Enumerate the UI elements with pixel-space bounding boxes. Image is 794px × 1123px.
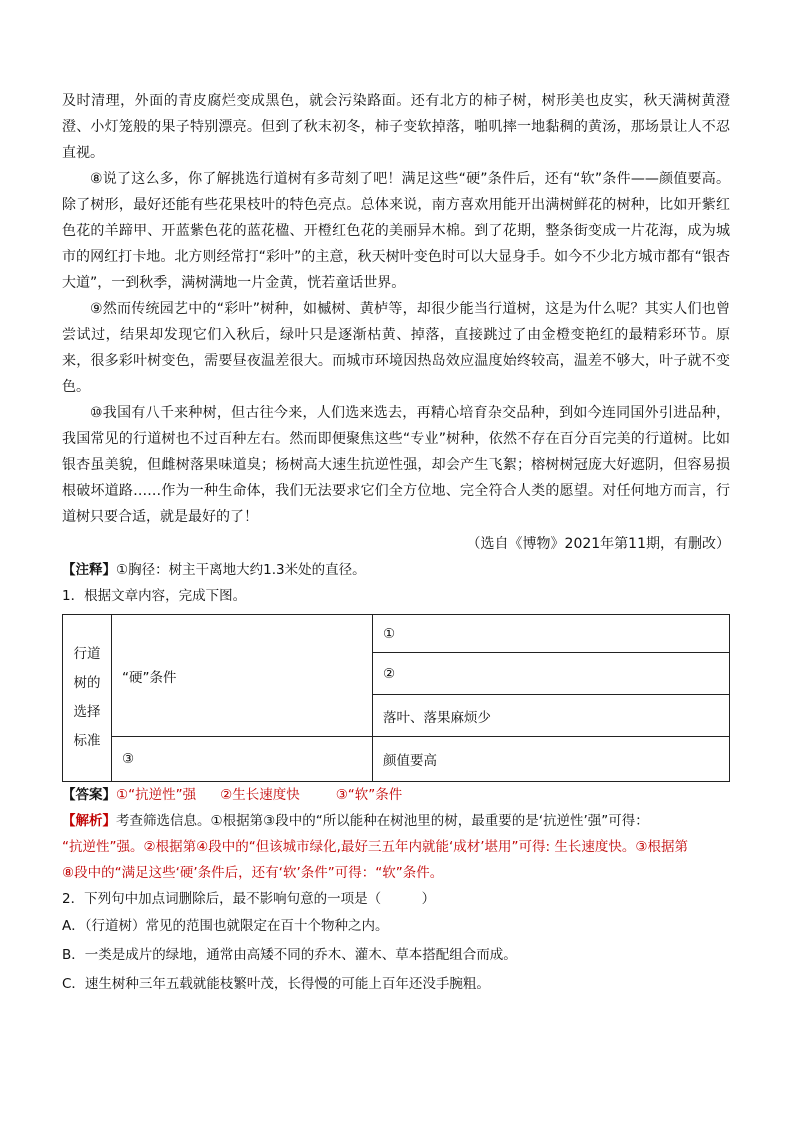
analysis-line-3: ⑧段中的“满足这些‘硬’条件后，还有‘软’条件”可得：“软”条件。 <box>62 865 444 881</box>
question-2-option-b: B．一类是成片的绿地，通常由高矮不同的乔木、灌木、草本搭配组合而成。 <box>62 947 517 963</box>
answer-1: ①“抗逆性”强 <box>116 787 197 803</box>
side-label-line: 选择 <box>73 704 101 720</box>
question-1-stem: 1．根据文章内容，完成下图。 <box>62 588 247 604</box>
side-label-line: 树的 <box>73 675 101 691</box>
article-source: （选自《博物》2021年第11期，有删改） <box>466 536 730 552</box>
note <box>62 557 730 583</box>
article-paragraph-8: ⑧说了这么多，你了解挑选行道树有多苛刻了吧！满足这些“硬”条件后，还有“软”条件——颜值要高。除了树形，最好还能有些花果枝叶的特色亮点。总体来说，南方喜欢用能开出满树鲜花的树种，比如开紫红色花的羊蹄甲、开蓝紫色花的蓝花楹、开橙红色花的美丽异木棉。到了花期，整条街变成一片花海，成为城市的网红打卡地。北方则经常打“彩叶”的主意，秋天树叶变色时可以大显身手。如今不少北方城市都有“银杏大道”，一到秋季，满树满地一片金黄，恍若童话世界。 <box>62 171 730 291</box>
table-side-label <box>63 615 112 782</box>
selection-criteria-table <box>62 614 730 782</box>
question-2-stem: 2．下列句中加点词删除后，最不影响句意的一项是（ ） <box>62 891 436 907</box>
falling-leaves-cell: 落叶、落果麻烦少 <box>373 695 730 737</box>
note-label: 【注释】 <box>62 562 116 578</box>
document-page <box>62 88 730 999</box>
answer-2: ②生长速度快 <box>220 787 300 803</box>
blank-2-cell: ② <box>373 653 730 695</box>
appearance-cell: 颜值要高 <box>373 737 730 782</box>
blank-3-cell: ③ <box>112 737 373 782</box>
article-paragraph-10: ⑩我国有八千来种树，但古往今来，人们选来选去，再精心培育杂交品种，到如今连同国外引进品种，我国常见的行道树也不过百种左右。然而即便聚焦这些“专业”树种，依然不存在百分百完美的行道树。比如银杏虽美貌，但雌树落果味道臭；杨树高大速生抗逆性强，却会产生飞絮；榕树树冠庞大好遮阴，但容易损根破坏道路……作为一种生命体，我们无法要求它们全方位地、完全符合人类的愿望。对任何地方而言，行道树只要合适，就是最好的了！ <box>62 405 730 525</box>
article-paragraph-continued: 及时清理，外面的青皮腐烂变成黑色，就会污染路面。还有北方的柿子树，树形美也皮实，秋天满树黄澄澄、小灯笼般的果子特别漂亮。但到了秋末初冬，柿子变软掉落，啪叽摔一地黏稠的黄汤，那场景让人不忍直视。 <box>62 93 730 161</box>
analysis-text-1: 考查筛选信息。①根据第③段中的“所以能种在树池里的树，最重要的是‘抗逆性’强”可得： <box>116 813 649 829</box>
analysis-line-1 <box>62 808 730 834</box>
analysis-line-2: “抗逆性”强。②根据第④段中的“但该城市绿化,最好三五年内就能‘成材’堪用”可得: 生长速度快。③根据第 <box>62 839 688 855</box>
article-paragraph-9: ⑨然而传统园艺中的“彩叶”树种，如槭树、黄栌等，却很少能当行道树，这是为什么呢？其实人们也曾尝试过，结果却发现它们入秋后，绿叶只是逐渐枯黄、掉落，直接跳过了由金橙变艳红的最精彩环节。原来，很多彩叶树变色，需要昼夜温差很大。而城市环境因热岛效应温度始终较高，温差不够大，叶子就不变色。 <box>62 301 730 395</box>
side-label-line: 标准 <box>73 733 101 749</box>
analysis-label: 【解析】 <box>62 813 116 829</box>
answer-3: ③“软”条件 <box>335 787 403 803</box>
hard-condition-label: “硬”条件 <box>112 615 373 737</box>
question-2-option-a: A．（行道树）常见的范围也就限定在百十个物种之内。 <box>62 918 389 934</box>
side-label-line: 行道 <box>73 646 101 662</box>
note-text: ①胸径：树主干离地大约1.3米处的直径。 <box>116 562 366 578</box>
answer-label: 【答案】 <box>62 787 116 803</box>
blank-1-cell: ① <box>373 615 730 653</box>
answer-line <box>62 782 730 808</box>
question-2-option-c: C．速生树种三年五载就能枝繁叶茂，长得慢的可能上百年还没手腕粗。 <box>62 976 490 992</box>
